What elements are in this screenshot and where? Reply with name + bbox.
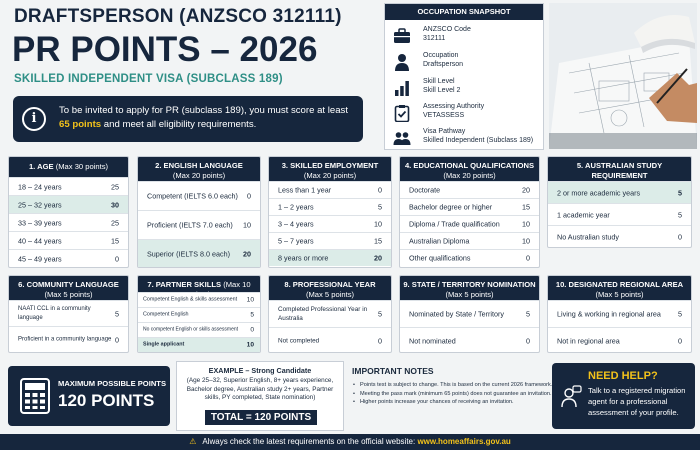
- row-points: 5: [526, 309, 530, 319]
- page-title-pr-points: PR POINTS – 2026: [12, 30, 318, 69]
- row-points: 15: [374, 236, 382, 246]
- card-community-language: [8, 275, 129, 353]
- table-row: [548, 327, 691, 353]
- row-points: 15: [522, 202, 530, 212]
- card-subtitle: (Max 5 points): [445, 290, 494, 299]
- table-row-highlighted: [138, 337, 260, 352]
- row-points: 0: [526, 336, 530, 346]
- card-header: [138, 276, 260, 299]
- row-label: 25 – 32 years: [18, 200, 62, 209]
- warning-icon: ⚠: [189, 437, 197, 446]
- card-header: [9, 276, 128, 300]
- footer-bar: [0, 434, 700, 450]
- table-row: [9, 300, 128, 326]
- row-points: 10: [246, 296, 254, 304]
- max-points-box: [8, 366, 170, 426]
- row-points: 0: [247, 191, 251, 201]
- table-row: [138, 210, 260, 239]
- card-subtitle: (Max 30 points): [55, 162, 109, 171]
- table-row: [9, 231, 128, 249]
- table-row: [400, 215, 539, 232]
- row-points: 5: [115, 309, 119, 318]
- drafting-illustration: [549, 3, 697, 149]
- row-label: Single applicant: [143, 341, 185, 348]
- row-points: 0: [115, 254, 119, 263]
- card-subtitle: (Max 5 points): [595, 290, 644, 299]
- table-row: [269, 327, 391, 353]
- table-row: [9, 177, 128, 195]
- example-title: EXAMPLE – Strong Candidate: [208, 366, 312, 375]
- row-label: Bachelor degree or higher: [409, 202, 493, 212]
- row-points: 0: [678, 336, 682, 346]
- card-title: 10. DESIGNATED REGIONAL AREA: [555, 280, 684, 289]
- intro-text-pre: To be invited to apply for PR (subclass 189), you must score at least: [59, 105, 349, 116]
- calculator-icon: [20, 378, 50, 414]
- table-row: [9, 213, 128, 231]
- table-row: [400, 198, 539, 215]
- row-label: Competent English: [143, 311, 189, 318]
- support-agent-icon: [560, 385, 582, 411]
- row-points: 0: [378, 185, 382, 195]
- table-row: [269, 300, 391, 327]
- row-points: 5: [678, 188, 682, 197]
- row-label: Superior (IELTS 8.0 each): [147, 249, 230, 259]
- table-row: [138, 292, 260, 307]
- row-points: 5: [678, 210, 682, 219]
- card-header: [9, 157, 128, 177]
- note-item: • Points test is subject to change. This is based on the current 2026 framework.: [352, 381, 548, 390]
- table-row: [548, 300, 691, 327]
- intro-text: [59, 104, 359, 132]
- note-item: • Meeting the pass mark (minimum 65 points) does not guarantee an invitation.: [352, 390, 548, 399]
- card-english-language: [137, 156, 261, 268]
- help-text: Talk to a registered migration agent for a professional assessment of your profile.: [588, 386, 686, 417]
- person-icon: [393, 53, 411, 71]
- snapshot-label: ANZSCO Code: [423, 26, 471, 33]
- snapshot-value: 312111: [423, 35, 446, 42]
- snapshot-row: [385, 24, 543, 48]
- snapshot-row: [385, 126, 543, 150]
- row-label: Competent (IELTS 6.0 each): [147, 191, 238, 201]
- row-points: 0: [250, 326, 254, 334]
- snapshot-row: [385, 101, 543, 125]
- row-points: 30: [111, 200, 119, 209]
- table-row: [269, 181, 391, 198]
- max-points-label: MAXIMUM POSSIBLE POINTS: [58, 379, 167, 388]
- row-points: 10: [522, 219, 530, 229]
- row-points: 20: [243, 249, 251, 259]
- table-row: [400, 300, 539, 327]
- row-label: Completed Professional Year in Australia: [278, 306, 368, 322]
- row-points: 5: [250, 311, 254, 319]
- row-points: 0: [115, 335, 119, 344]
- intro-highlight-points: 65 points: [59, 119, 102, 130]
- table-row: [269, 215, 391, 232]
- card-title: 4. EDUCATIONAL QUALIFICATIONS: [404, 161, 535, 170]
- clipboard-check-icon: [393, 104, 411, 122]
- card-subtitle: (Max 20 points): [443, 171, 496, 180]
- row-label: No Australian study: [557, 232, 619, 241]
- bar-chart-icon: [393, 79, 411, 97]
- row-label: 1 academic year: [557, 210, 610, 219]
- card-title: 9. STATE / TERRITORY NOMINATION: [403, 280, 536, 289]
- visa-subtitle: SKILLED INDEPENDENT VISA (SUBCLASS 189): [14, 73, 283, 85]
- row-points: 0: [526, 253, 530, 263]
- row-points: 25: [111, 182, 119, 191]
- snapshot-label: Skill Level: [423, 78, 455, 85]
- page-title-occupation: DRAFTSPERSON (ANZSCO 312111): [14, 6, 342, 27]
- card-professional-year: [268, 275, 392, 353]
- table-row: [9, 249, 128, 267]
- table-row: [548, 203, 691, 225]
- row-label: Nominated by State / Territory: [409, 309, 504, 319]
- row-label: Living & working in regional area: [557, 309, 661, 319]
- row-label: Proficient (IELTS 7.0 each): [147, 220, 233, 230]
- card-title: 3. SKILLED EMPLOYMENT: [281, 161, 379, 170]
- table-row-highlighted: [138, 239, 260, 268]
- row-points: 10: [522, 236, 530, 246]
- card-educational-qualifications: [399, 156, 540, 268]
- snapshot-row: [385, 76, 543, 100]
- card-subtitle: (Max 5 points): [44, 290, 93, 299]
- briefcase-icon: [393, 27, 411, 45]
- row-points: 10: [374, 219, 382, 229]
- notes-title: IMPORTANT NOTES: [352, 366, 434, 376]
- card-header: [269, 157, 391, 181]
- row-label: Other qualifications: [409, 253, 471, 263]
- row-label: 40 – 44 years: [18, 236, 62, 245]
- card-subtitle: (Max 20 points): [172, 171, 226, 180]
- row-label: 45 – 49 years: [18, 254, 62, 263]
- max-points-value: 120 POINTS: [58, 391, 155, 410]
- snapshot-value: VETASSESS: [423, 112, 465, 119]
- row-points: 10: [246, 341, 254, 349]
- row-points: 0: [678, 232, 682, 241]
- row-points: 5: [378, 202, 382, 212]
- draftsperson-photo: [549, 3, 697, 149]
- snapshot-row: [385, 50, 543, 74]
- table-row: [138, 307, 260, 322]
- row-points: 5: [678, 309, 682, 319]
- table-row: [400, 327, 539, 353]
- table-row: [138, 181, 260, 210]
- card-title: 1. AGE: [28, 162, 54, 171]
- card-title: 6. COMMUNITY LANGUAGE: [18, 280, 119, 289]
- table-row: [269, 198, 391, 215]
- card-state-nomination: [399, 275, 540, 353]
- row-points: 5: [378, 309, 382, 319]
- important-notes: [352, 366, 553, 428]
- row-label: 33 – 39 years: [18, 218, 62, 227]
- snapshot-label: Visa Pathway: [423, 128, 466, 135]
- row-points: 20: [374, 253, 382, 263]
- card-header: [269, 276, 391, 300]
- row-points: 10: [243, 220, 251, 230]
- intro-text-post: and meet all eligibility requirements.: [103, 119, 257, 130]
- row-points: 15: [111, 236, 119, 245]
- footer-text: Always check the latest requirements on the official website:: [202, 437, 416, 446]
- table-row: [400, 249, 539, 266]
- snapshot-label: Assessing Authority: [423, 103, 485, 110]
- card-skilled-employment: [268, 156, 392, 268]
- row-label: Not nominated: [409, 336, 456, 346]
- table-row: [9, 326, 128, 352]
- snapshot-value: Skill Level 2: [423, 87, 461, 94]
- info-icon: i: [22, 107, 46, 131]
- card-title: 2. ENGLISH LANGUAGE: [155, 161, 243, 170]
- card-title: 5. AUSTRALIAN STUDY REQUIREMENT: [576, 161, 663, 180]
- table-row: [138, 322, 260, 337]
- card-header: [400, 157, 539, 181]
- row-points: 0: [378, 336, 382, 346]
- help-title: NEED HELP?: [588, 370, 658, 382]
- row-label: 5 – 7 years: [278, 236, 314, 246]
- occupation-snapshot: [384, 3, 544, 150]
- snapshot-value: Draftsperson: [423, 61, 464, 68]
- card-regional-area: [547, 275, 692, 353]
- card-age: [8, 156, 129, 268]
- example-total: TOTAL = 120 POINTS: [205, 410, 317, 425]
- need-help-box[interactable]: [552, 363, 695, 429]
- example-candidate-box: [176, 361, 344, 431]
- row-label: 2 or more academic years: [557, 188, 641, 197]
- table-row: [269, 232, 391, 249]
- snapshot-value: Skilled Independent (Subclass 189): [423, 137, 534, 144]
- people-icon: [393, 129, 411, 147]
- card-title: 8. PROFESSIONAL YEAR: [284, 280, 376, 289]
- card-header: [400, 276, 539, 300]
- card-header: [548, 276, 691, 300]
- table-row: [400, 232, 539, 249]
- row-label: Doctorate: [409, 185, 441, 195]
- row-label: Proficient in a community language: [18, 336, 112, 342]
- snapshot-title: OCCUPATION SNAPSHOT: [385, 4, 543, 20]
- row-points: 20: [522, 185, 530, 195]
- table-row: [548, 225, 691, 247]
- example-description: (Age 25–32, Superior English, 8+ years experience, Bachelor degree, Australian study 2+ years, Partner skills, PY completed, State nomination): [186, 377, 334, 401]
- card-title: 7. PARTNER SKILLS: [147, 280, 222, 289]
- table-row-highlighted: [548, 181, 691, 203]
- card-subtitle: (Max 20 points): [303, 171, 357, 180]
- row-label: No competent English or skills assessment: [143, 326, 239, 333]
- card-australian-study: [547, 156, 692, 248]
- row-label: 3 – 4 years: [278, 219, 314, 229]
- row-label: Diploma / Trade qualification: [409, 219, 500, 229]
- row-label: NAATI CCL in a community language: [18, 305, 91, 321]
- intro-banner: [13, 96, 363, 142]
- table-row-highlighted: [269, 249, 391, 266]
- row-label: 18 – 24 years: [18, 182, 62, 191]
- snapshot-label: Occupation: [423, 52, 459, 59]
- row-label: Less than 1 year: [278, 185, 332, 195]
- row-label: Not in regional area: [557, 336, 620, 346]
- table-row: [400, 181, 539, 198]
- card-subtitle: (Max 5 points): [305, 290, 355, 299]
- row-label: Competent English & skills assessment: [143, 296, 238, 303]
- note-item: • Higher points increase your chances of receiving an invitation.: [352, 398, 548, 407]
- row-label: 8 years or more: [278, 253, 329, 263]
- table-row-highlighted: [9, 195, 128, 213]
- row-label: 1 – 2 years: [278, 202, 314, 212]
- card-header: [138, 157, 260, 181]
- row-label: Australian Diploma: [409, 236, 470, 246]
- row-points: 25: [111, 218, 119, 227]
- card-partner-skills: [137, 275, 261, 353]
- card-header: [548, 157, 691, 181]
- homeaffairs-link[interactable]: www.homeaffairs.gov.au: [417, 437, 511, 446]
- row-label: Not completed: [278, 337, 320, 345]
- card-subtitle: (Max 10 points): [187, 280, 251, 299]
